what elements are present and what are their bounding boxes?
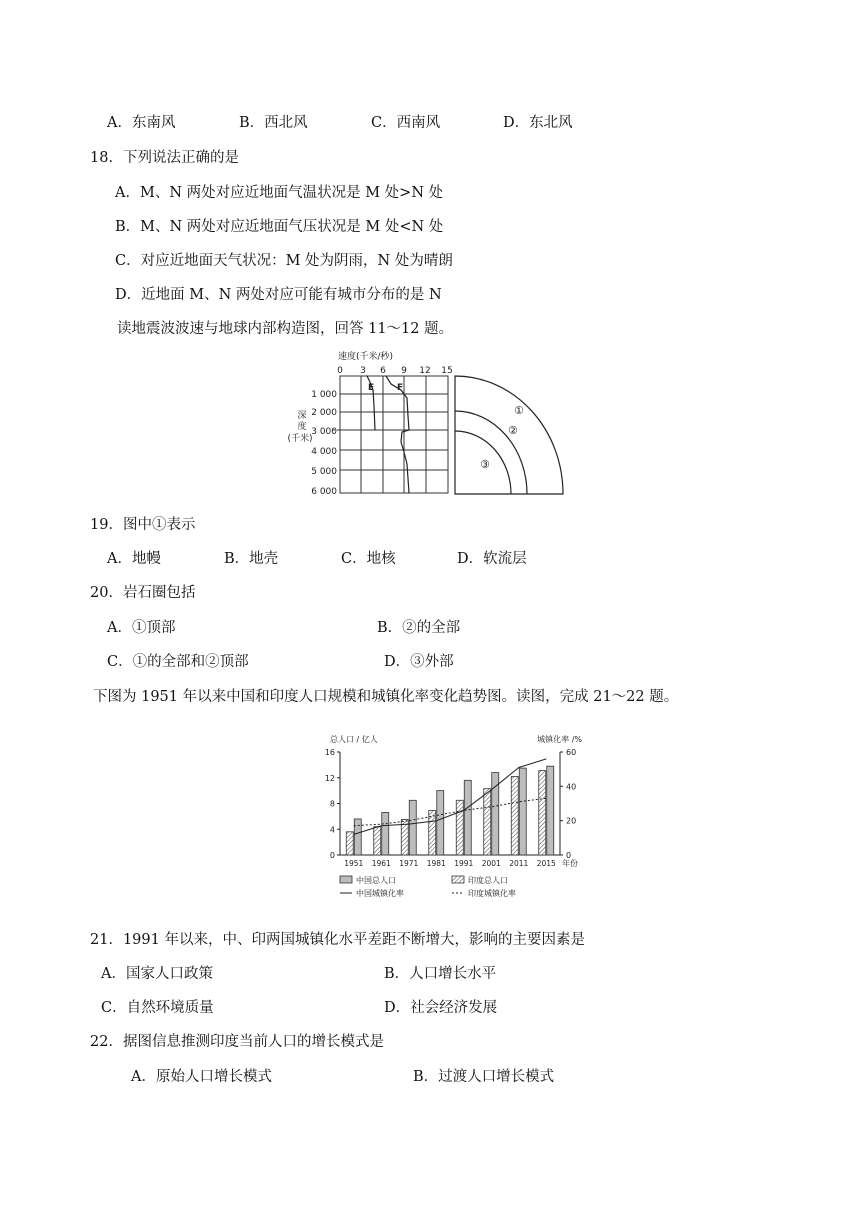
depth-axis-label: (千米) [287, 434, 313, 444]
depth-tick: 1 000 [311, 390, 337, 400]
left-tick-label: 8 [329, 799, 335, 809]
q17-option-d: D．东北风 [503, 115, 573, 131]
q17-option-a: A．东南风 [107, 115, 176, 131]
population-chart [310, 730, 600, 902]
x-tick-label: 2001 [481, 859, 501, 868]
speed-tick: 3 [360, 366, 366, 376]
depth-tick: 5 000 [311, 467, 337, 477]
left-tick-label: 12 [324, 773, 335, 783]
q20-option-c: C．①的全部和②顶部 [107, 654, 249, 670]
q21-option-a: A．国家人口政策 [101, 966, 213, 982]
depth-tick: 4 000 [311, 447, 337, 457]
q20-stem: 20．岩石圈包括 [90, 585, 196, 601]
x-tick-label: 1971 [399, 859, 419, 868]
bar-india [374, 827, 381, 855]
q21-stem: 21．1991 年以来，中、印两国城镇化水平差距不断增大，影响的主要因素是 [90, 932, 585, 948]
depth-axis-label: 度 [297, 422, 307, 432]
depth-tick: 2 000 [311, 408, 337, 418]
speed-tick: 15 [441, 366, 453, 376]
speed-tick: 12 [419, 366, 431, 376]
layer-1-label: ① [514, 404, 524, 417]
layer-2-label: ② [508, 424, 518, 437]
chart-axes [337, 752, 563, 855]
q19-option-c: C．地核 [341, 551, 396, 567]
bar-india [429, 811, 436, 855]
left-tick-label: 16 [324, 748, 335, 757]
bar-china [519, 768, 526, 855]
wave-f-label: F [397, 383, 404, 393]
right-tick-label: 20 [566, 816, 577, 826]
right-tick-label: 60 [566, 748, 577, 757]
q18-stem: 18．下列说法正确的是 [90, 150, 239, 166]
x-tick-label: 1961 [371, 859, 391, 868]
q19-option-d: D．软流层 [457, 551, 527, 567]
bar-india [511, 776, 518, 855]
right-axis-label: 城镇化率 /% [537, 735, 582, 744]
x-tick-label: 2011 [509, 859, 529, 868]
x-tick-label: 1981 [426, 859, 446, 868]
speed-tick: 9 [401, 366, 407, 376]
depth-tick: 6 000 [311, 487, 337, 497]
bar-india [539, 771, 546, 855]
legend-china-pop: 中国总人口 [356, 876, 396, 885]
legend-china-urban: 中国城镇化率 [356, 889, 404, 898]
x-tick-label: 2015 [536, 859, 556, 868]
x-axis-label: 年份 [562, 859, 578, 868]
bar-china [547, 766, 554, 855]
q18-option-d: D．近地面 M、N 两处对应可能有城市分布的是 N [115, 287, 442, 303]
seismic-intro: 读地震波波速与地球内部构造图，回答 11～12 题。 [117, 321, 454, 337]
q18-option-c: C．对应近地面天气状况：M 处为阴雨，N 处为晴朗 [115, 253, 453, 269]
q21-option-b: B．人口增长水平 [384, 966, 497, 982]
q17-option-b: B．西北风 [239, 115, 308, 131]
depth-tick: 3 000 [311, 427, 337, 437]
left-tick-label: 0 [329, 851, 335, 860]
q22-option-b: B．过渡人口增长模式 [413, 1069, 555, 1085]
q22-stem: 22．据图信息推测印度当前人口的增长模式是 [90, 1034, 384, 1050]
q19-option-b: B．地壳 [224, 551, 279, 567]
bar-china [409, 800, 416, 855]
bar-china [437, 791, 444, 855]
legend-swatch-china-pop [340, 876, 352, 883]
chart-marks [346, 759, 554, 855]
x-tick-label: 1991 [454, 859, 474, 868]
q17-option-c: C．西南风 [371, 115, 441, 131]
seismic-grid [340, 376, 448, 493]
speed-tick: 0 [337, 366, 343, 376]
q18-option-a: A．M、N 两处对应近地面气温状况是 M 处>N 处 [115, 185, 444, 201]
q19-stem: 19．图中①表示 [90, 517, 196, 533]
bar-india [484, 789, 491, 855]
x-tick-label: 1951 [344, 859, 364, 868]
q20-option-d: D．③外部 [384, 654, 454, 670]
left-tick-label: 4 [329, 825, 335, 835]
q21-option-c: C．自然环境质量 [101, 1000, 214, 1016]
bar-china [382, 813, 389, 855]
bar-china [354, 819, 361, 855]
population-intro: 下图为 1951 年以来中国和印度人口规模和城镇化率变化趋势图。读图，完成 21～22 题。 [93, 689, 679, 705]
legend-india-urban: 印度城镇化率 [468, 889, 516, 898]
wave-e-label: E [368, 383, 375, 393]
bar-india [346, 832, 353, 855]
q20-option-a: A．①顶部 [107, 620, 176, 636]
seismic-figure [280, 346, 580, 504]
speed-tick: 6 [380, 366, 386, 376]
depth-axis-label: 深 [297, 411, 307, 421]
q21-option-d: D．社会经济发展 [384, 1000, 498, 1016]
speed-axis-label: 速度(千米/秒) [338, 352, 394, 362]
q22-option-a: A．原始人口增长模式 [131, 1069, 272, 1085]
q20-option-b: B．②的全部 [377, 620, 461, 636]
chart-legend [340, 875, 516, 898]
q18-option-b: B．M、N 两处对应近地面气压状况是 M 处<N 处 [115, 219, 444, 235]
layer-3-label: ③ [480, 458, 490, 471]
legend-india-pop: 印度总人口 [468, 876, 508, 885]
left-axis-label: 总人口 / 亿人 [330, 735, 378, 744]
legend-swatch-india-pop [452, 876, 464, 883]
bar-china [464, 780, 471, 855]
bar-india [456, 800, 463, 855]
q19-option-a: A．地幔 [107, 551, 161, 567]
right-tick-label: 0 [566, 851, 572, 860]
right-tick-label: 40 [566, 782, 577, 792]
